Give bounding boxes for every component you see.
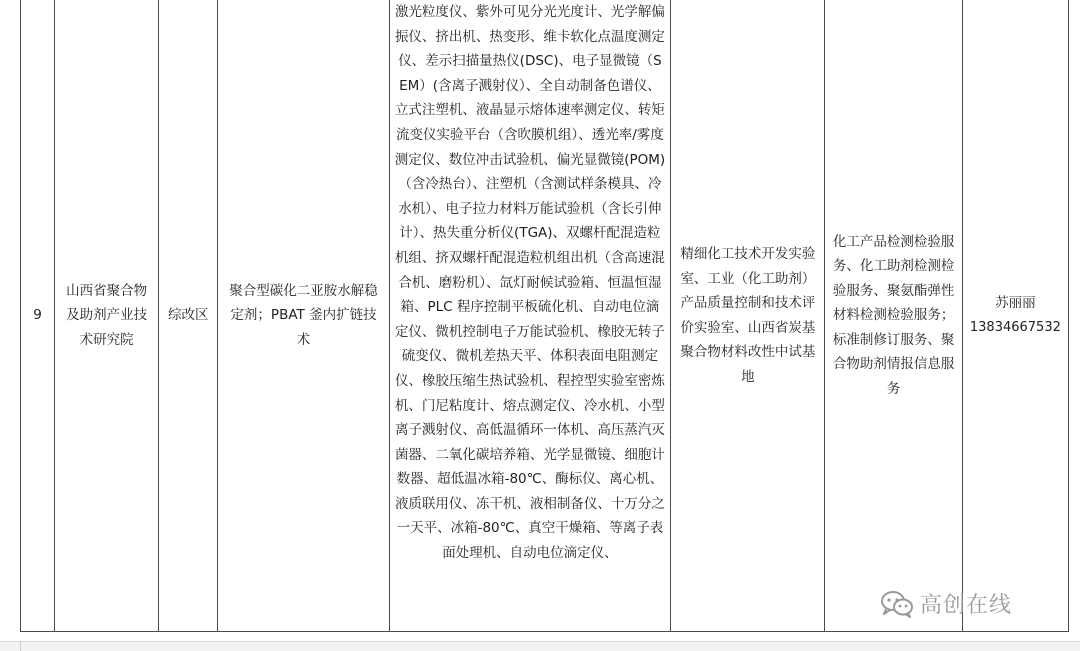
contact-name: 苏丽丽 — [995, 295, 1036, 311]
labs-text: 精细化工技术开发实验室、工业（化工助剂）产品质量控制和技术评价实验室、山西省炭基聚合物材料改性中试基地 — [680, 246, 816, 385]
row-number-cell — [21, 0, 55, 632]
technology-cell — [218, 0, 389, 632]
equipment-cell — [389, 0, 671, 632]
watermark — [880, 588, 1012, 619]
labs-cell — [671, 0, 825, 632]
technology-text: 聚合型碳化二亚胺水解稳定剂；PBAT 釜内扩链技术 — [229, 282, 378, 348]
resource-table — [20, 0, 1069, 632]
bottom-scroll-strip — [0, 641, 1080, 651]
wechat-icon — [880, 590, 914, 618]
contact-cell — [962, 0, 1068, 632]
organization-cell — [55, 0, 159, 632]
row-number: 9 — [33, 307, 42, 324]
zone-name: 综改区 — [168, 307, 209, 324]
watermark-text: 高创在线 — [920, 593, 1013, 618]
services-text: 化工产品检测检验服务、化工助剂检测检验服务、聚氨酯弹性材料检测检验服务；标准制修订服务、聚合物助剂情报信息服务 — [832, 233, 955, 397]
organization-name: 山西省聚合物及助剂产业技术研究院 — [66, 282, 148, 348]
services-cell — [825, 0, 962, 632]
table-row — [21, 0, 1069, 632]
equipment-list: 激光粒度仪、紫外可见分光光度计、光学解偏振仪、挤出机、热变形、维卡软化点温度测定仪、差示扫描量热仪(DSC)、电子显微镜（SEM）(含离子溅射仪）、全自动制备色谱仪、立式注塑机、液晶显示熔体速率测定仪、转矩流变仪实验平台（含吹膜机组）、透光率/雾度测定仪、数位冲击试验机、偏光显微镜(POM)（含冷热台）、注塑机（含测试样条模具、冷水机）、电子拉力材料万能试验机（含长引伸计）、热失重分析仪(TGA)、双螺杆配混造粒机组、挤双螺杆配混造粒机组出机（含高速混合机、磨粉机）、氙灯耐候试验箱、恒温恒湿箱、PLC 程序控制平板硫化机、自动电位滴定仪、微机控制电子万能试验机、橡胶无转子硫变仪、微机差热天平、体积表面电阻测定仪、橡胶压缩生热试验机、程控型实验室密炼机、门尼粘度计、熔点测定仪、冷水机、小型离子溅射仪、高低温循环一体机、高压蒸汽灭菌器、二氧化碳培养箱、光学显微镜、细胞计数器、超低温冰箱-80℃、酶标仪、离心机、液质联用仪、冻干机、液相制备仪、十万分之一天平、冰箱-80℃、真空干燥箱、等离子表面处理机、自动电位滴定仪、 — [394, 4, 666, 562]
zone-cell — [159, 0, 218, 632]
contact-phone: 13834667532 — [969, 319, 1061, 335]
corner-divider — [0, 641, 21, 651]
